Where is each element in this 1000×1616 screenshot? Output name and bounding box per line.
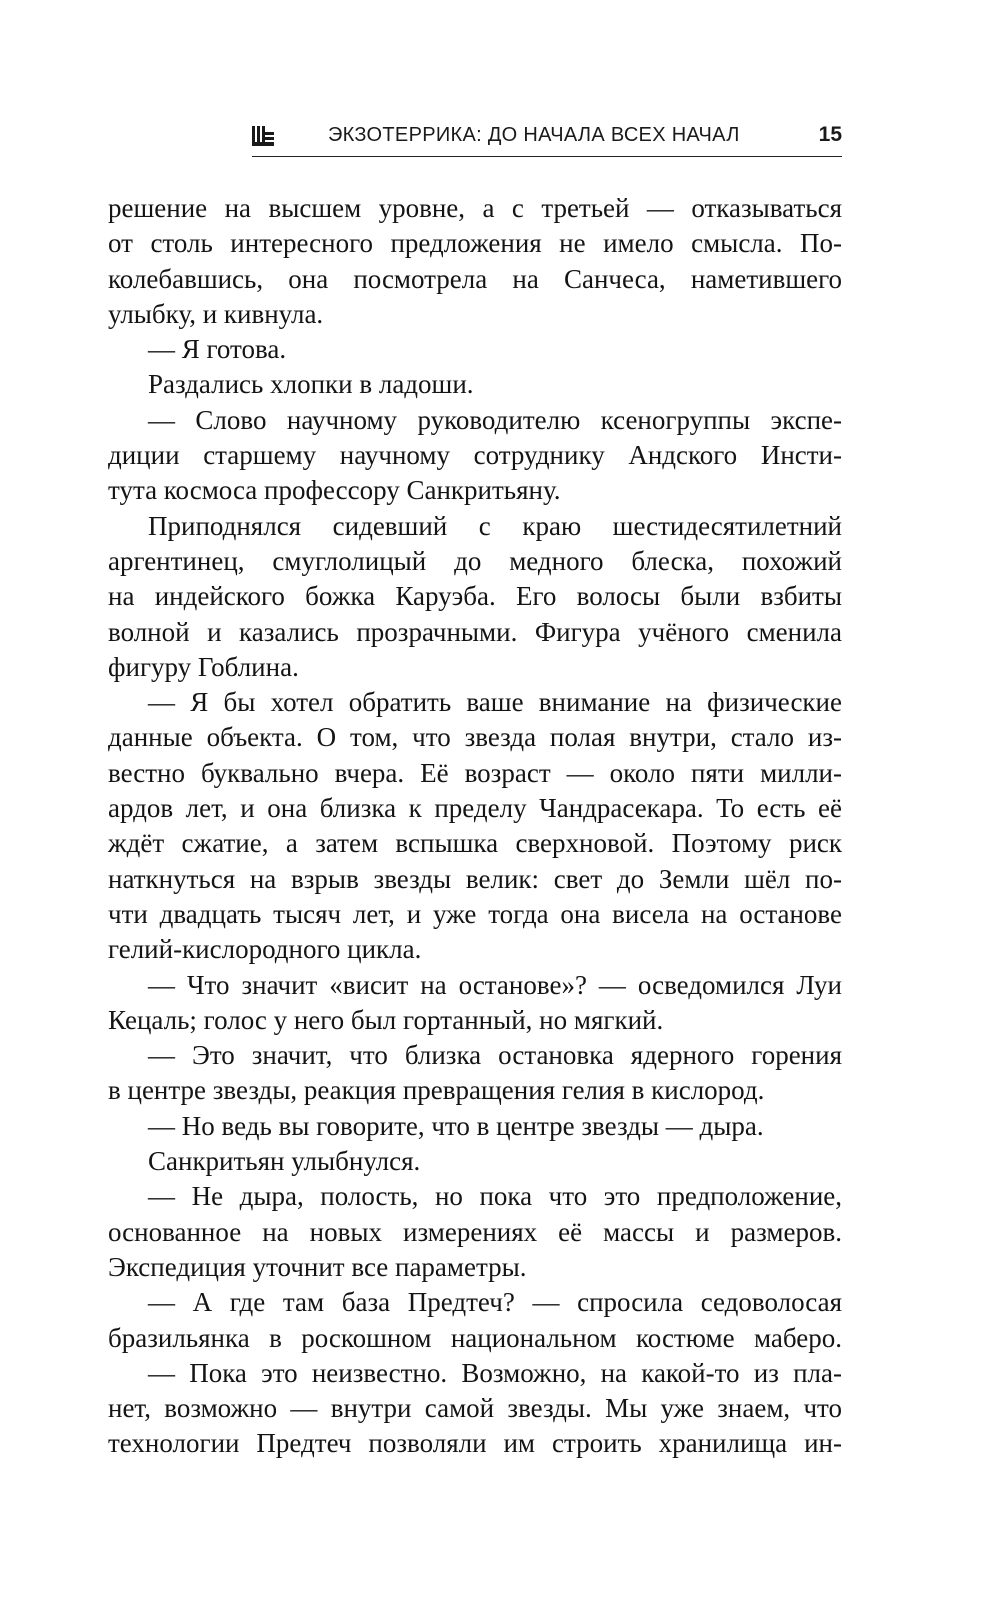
text-line: гелий-кислородного цикла. [108,934,422,965]
text-line: колебавшись, она посмотрела на Санчеса, наметившего [108,263,842,294]
running-title: ЭКЗОТЕРРИКА: ДО НАЧАЛА ВСЕХ НАЧАЛ [328,124,740,146]
text-line: ардов лет, и она близка к пределу Чандрасекара. То есть её [108,793,842,824]
text-line: — А где там база Предтеч? — спросила седоволосая [148,1287,842,1318]
publisher-logo-icon [252,126,274,146]
page-number: 15 [818,123,842,146]
text-line: от столь интересного предложения не имело смысла. По- [108,228,842,259]
text-line: — Но ведь вы говорите, что в центре звезды — дыра. [148,1110,764,1141]
running-header [252,120,842,157]
text-line: бразильянка в роскошном национальном костюме маберо. [108,1322,842,1353]
text-line: Кецаль; голос у него был гортанный, но мягкий. [108,1004,664,1035]
text-line: на индейского божка Каруэба. Его волосы были взбиты [108,581,842,612]
text-line: — Что значит «висит на останове»? — осведомился Луи [148,969,842,1000]
text-line: улыбку, и кивнула. [108,298,324,329]
text-line: аргентинец, смуглолицый до медного блеска, похожий [108,545,842,576]
text-line: — Слово научному руководителю ксеногруппы экспе- [148,404,842,435]
text-line: вестно буквально вчера. Её возраст — около пяти милли- [108,757,842,788]
text-line: — Пока это неизвестно. Возможно, на какой-то из пла- [148,1357,842,1388]
text-line: данные объекта. О том, что звезда полая внутри, стало из- [108,722,842,753]
text-line: технологии Предтеч позволяли им строить хранилища ин- [108,1428,842,1459]
text-line: тута космоса профессору Санкритьяну. [108,475,561,506]
text-line: — Не дыра, полость, но пока что это предположение, [148,1181,842,1212]
body-text [108,191,842,1462]
text-line: решение на высшем уровне, а с третьей — отказываться [108,193,842,223]
text-line: ждёт сжатие, а затем вспышка сверхновой. Поэтому риск [108,828,842,859]
text-line: чти двадцать тысяч лет, и уже тогда она висела на останове [108,898,842,929]
text-line: волной и казались прозрачными. Фигура учёного сменила [108,616,842,647]
text-line: Раздались хлопки в ладоши. [148,369,474,400]
text-line: диции старшему научному сотруднику Андского Инсти- [108,440,842,471]
text-line: фигуру Гоблина. [108,651,299,682]
text-line: — Это значит, что близка остановка ядерного горения [148,1040,842,1071]
text-line: — Я готова. [148,334,287,365]
text-line: — Я бы хотел обратить ваше внимание на физические [148,687,842,718]
text-line: Экспедиция уточнит все параметры. [108,1251,527,1282]
text-line: нет, возможно — внутри самой звезды. Мы уже знаем, что [108,1393,842,1424]
text-line: Приподнялся сидевший с краю шестидесятилетний [148,510,842,541]
text-line: основанное на новых измерениях её массы и размеров. [108,1216,842,1247]
text-line: Санкритьян улыбнулся. [148,1146,421,1177]
text-line: наткнуться на взрыв звезды велик: свет до Земли шёл по- [108,863,842,894]
text-line: в центре звезды, реакция превращения гелия в кислород. [108,1075,765,1106]
